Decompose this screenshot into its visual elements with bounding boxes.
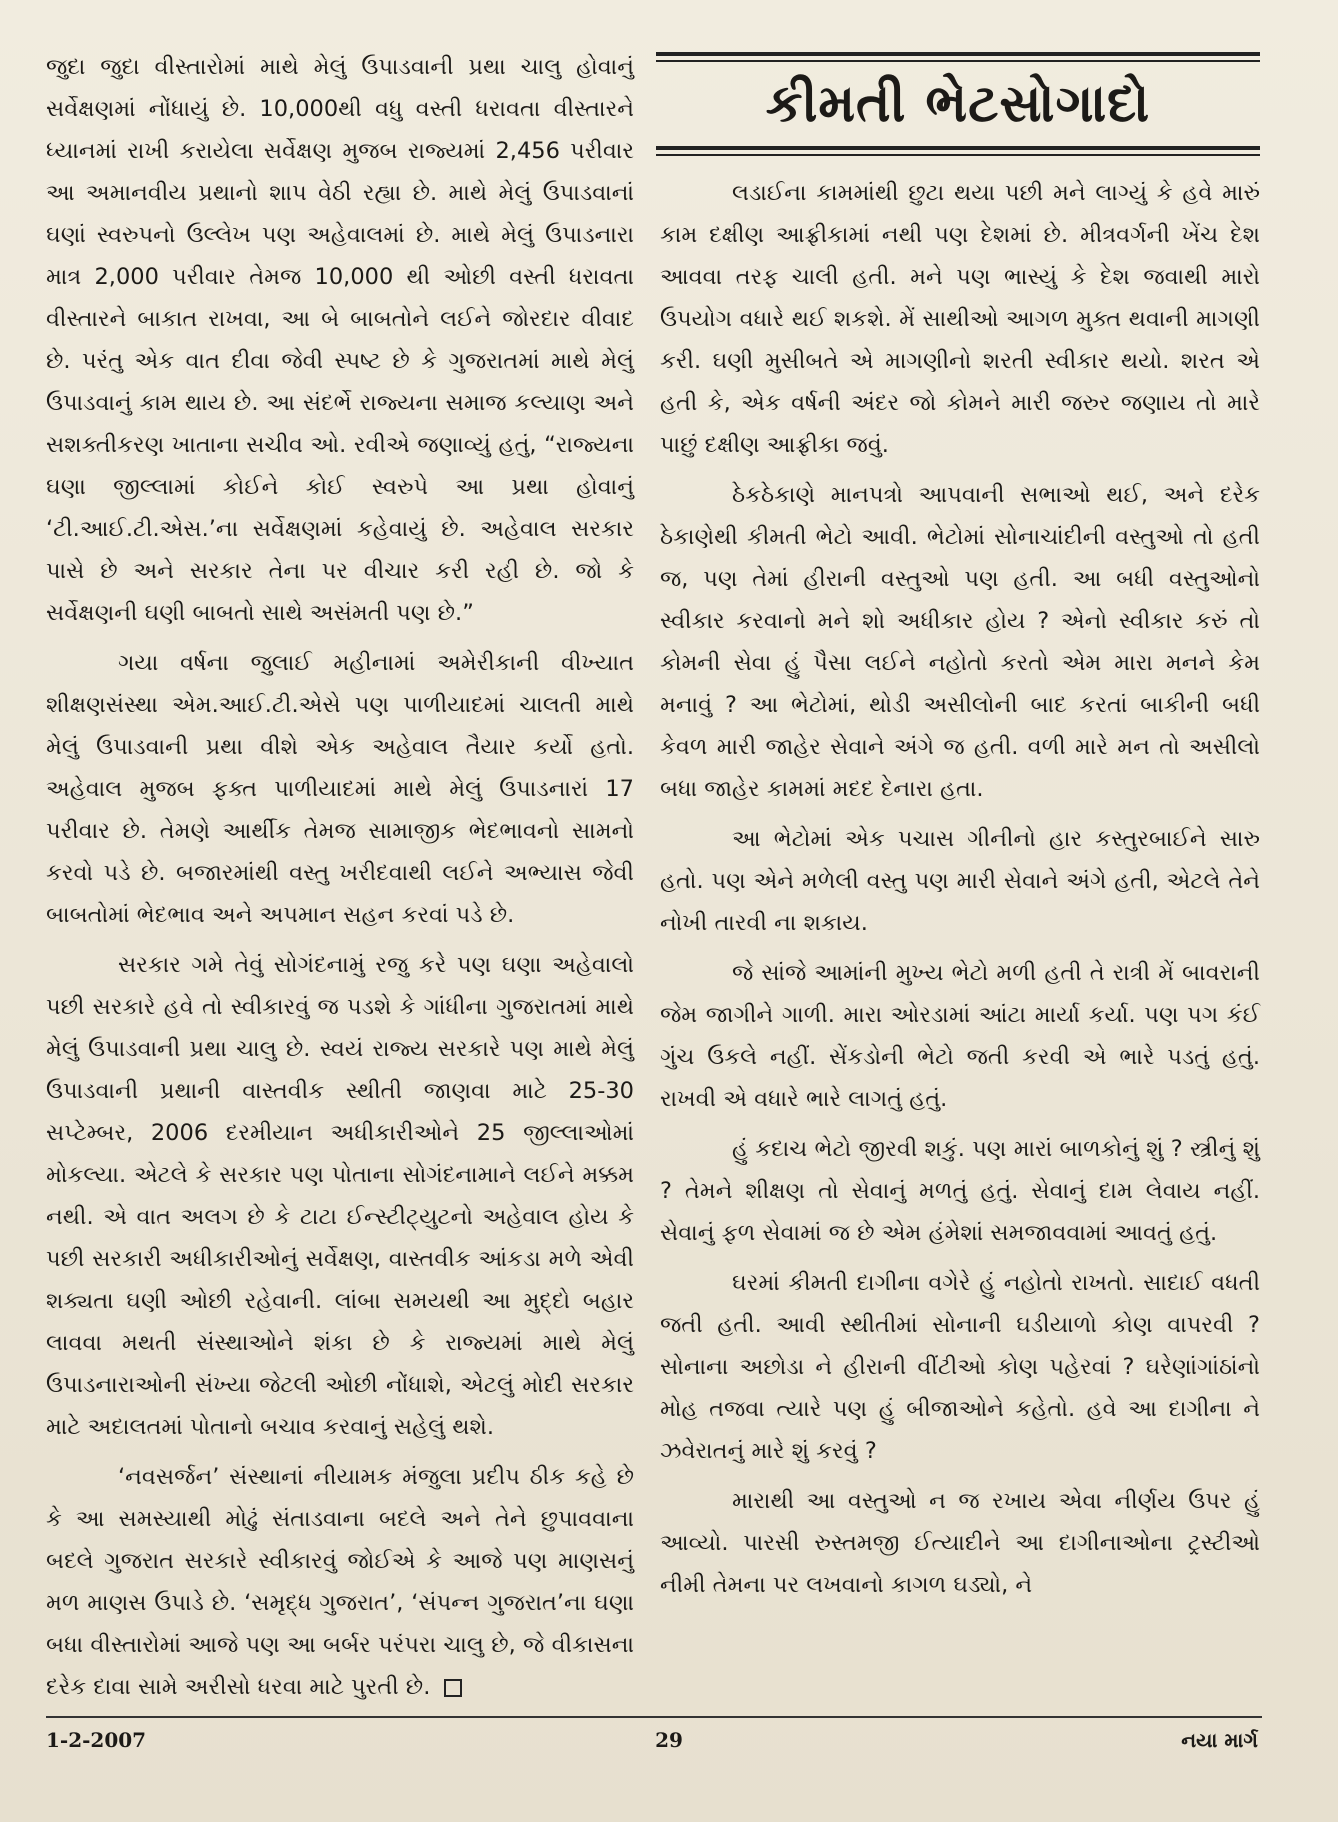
left-paragraph-1: જુદા જુદા વીસ્તારોમાં માથે મેલું ઉપાડવાની પ્રથા ચાલુ હોવાનું સર્વેક્ષણમાં નોંધાયું છે. 10,000થી વધુ વસ્તી ધરાવતા વીસ્તારને ધ્યાનમાં રાખી કરાયેલા સર્વેક્ષણ મુજબ રાજ્યમાં 2,456 પરીવાર આ અમાનવીય પ્રથાનો શાપ વેઠી રહ્યા છે. માથે મેલું ઉપાડવાનાં ઘણાં સ્વરુપનો ઉલ્લેખ પણ અહેવાલમાં છે. માથે મેલું ઉપાડનારા માત્ર 2,000 પરીવાર તેમજ 10,000 થી ઓછી વસ્તી ધરાવતા વીસ્તારને બાકાત રાખવા, આ બે બાબતોને લઈને જોરદાર વીવાદ છે. પરંતુ એક વાત દીવા જેવી સ્પષ્ટ છે કે ગુજરાતમાં માથે મેલું ઉપાડવાનું કામ થાય છે. આ સંદર્ભે રાજ્યના સમાજ કલ્યાણ અને સશક્તીકરણ ખાતાના સચીવ ઓ. રવીએ જણાવ્યું હતું, “રાજ્યના ઘણા જીલ્લામાં કોઈને કોઈ સ્વરુપે આ પ્રથા હોવાનું ‘ટી.આઈ.ટી.એસ.’ના સર્વેક્ષણમાં કહેવાયું છે. અહેવાલ સરકાર પાસે છે અને સરકાર તેના પર વીચાર કરી રહી છે. જો કે સર્વેક્ષણની ઘણી બાબતો સાથે અસંમતી પણ છે.” — [46, 54, 634, 626]
right-paragraph-1: લડાઈના કામમાંથી છુટા થયા પછી મને લાગ્યું કે હવે મારું કામ દક્ષીણ આફ્રીકામાં નથી પણ દેશમાં છે. મીત્રવર્ગની ખેંચ દેશ આવવા તરફ ચાલી હતી. મને પણ ભાસ્યું કે દેશ જવાથી મારો ઉપયોગ વધારે થઈ શકશે. મેં સાથીઓ આગળ મુક્ત થવાની માગણી કરી. ઘણી મુસીબતે એ માગણીનો શરતી સ્વીકાર થયો. શરત એ હતી કે, એક વર્ષની અંદર જો કોમને મારી જરુર જણાય તો મારે પાછું દક્ષીણ આફ્રીકા જવું. — [660, 180, 1260, 458]
article-title-block — [656, 52, 1260, 156]
page-number: 29 — [655, 1728, 683, 1752]
right-paragraph-4: જે સાંજે આમાંની મુખ્ય ભેટો મળી હતી તે રાત્રી મેં બાવરાની જેમ જાગીને ગાળી. મારા ઓરડામાં આંટા માર્યા કર્યા. પણ પગ કંઈ ગુંચ ઉકલે નહીં. સેંકડોની ભેટો જતી કરવી એ ભારે પડતું હતું. રાખવી એ વધારે ભારે લાગતું હતું. — [660, 960, 1260, 1112]
magazine-name: નયા માર્ગ — [1181, 1728, 1258, 1752]
left-paragraph-4-text: ‘નવસર્જન’ સંસ્થાનાં નીયામક મંજુલા પ્રદીપ ઠીક કહે છે કે આ સમસ્યાથી મોઢું સંતાડવાના બદલે અને તેને છુપાવવાના બદલે ગુજરાત સરકારે સ્વીકારવું જોઈએ કે આજે પણ માણસનું મળ માણસ ઉપાડે છે. ‘સમૃદ્ધ ગુજરાત’, ‘સંપન્ન ગુજરાત’ના ઘણા બધા વીસ્તારોમાં આજે પણ આ બર્બર પરંપરા ચાલુ છે, જે વીકાસના દરેક દાવા સામે અરીસો ધરવા માટે પુરતી છે. — [46, 1464, 634, 1700]
right-paragraph-2: ઠેકઠેકાણે માનપત્રો આપવાની સભાઓ થઈ, અને દરેક ઠેકાણેથી કીમતી ભેટો આવી. ભેટોમાં સોનાચાંદીની વસ્તુઓ તો હતી જ, પણ તેમાં હીરાની વસ્તુઓ પણ હતી. આ બધી વસ્તુઓનો સ્વીકાર કરવાનો મને શો અધીકાર હોય ? એનો સ્વીકાર કરું તો કોમની સેવા હું પૈસા લઈને નહોતો કરતો એમ મારા મનને કેમ મનાવું ? આ ભેટોમાં, થોડી અસીલોની બાદ કરતાં બાકીની બધી કેવળ મારી જાહેર સેવાને અંગે જ હતી. વળી મારે મન તો અસીલો બધા જાહેર કામમાં મદદ દેનારા હતા. — [660, 482, 1260, 802]
right-column — [660, 172, 1260, 1606]
title-top-rule — [656, 52, 1260, 62]
left-paragraph-3: સરકાર ગમે તેવું સોગંદનામું રજુ કરે પણ ઘણા અહેવાલો પછી સરકારે હવે તો સ્વીકારવું જ પડશે કે ગાંધીના ગુજરાતમાં માથે મેલું ઉપાડવાની પ્રથા ચાલુ છે. સ્વયં રાજ્ય સરકારે પણ માથે મેલું ઉપાડવાની પ્રથાની વાસ્તવીક સ્થીતી જાણવા માટે 25-30 સપ્ટેમ્બર, 2006 દરમીયાન અધીકારીઓને 25 જીલ્લાઓમાં મોકલ્યા. એટલે કે સરકાર પણ પોતાના સોગંદનામાને લઈને મક્કમ નથી. એ વાત અલગ છે કે ટાટા ઈન્સ્ટીટ્યુટનો અહેવાલ હોય કે પછી સરકારી અધીકારીઓનું સર્વેક્ષણ, વાસ્તવીક આંકડા મળે એવી શક્યતા ઘણી ઓછી રહેવાની. લાંબા સમયથી આ મુદ્દો બહાર લાવવા મથતી સંસ્થાઓને શંકા છે કે રાજ્યમાં માથે મેલું ઉપાડનારાઓની સંખ્યા જેટલી ઓછી નોંધાશે, એટલું મોદી સરકાર માટે અદાલતમાં પોતાનો બચાવ કરવાનું સહેલું થશે. — [46, 952, 634, 1440]
right-paragraph-7: મારાથી આ વસ્તુઓ ન જ રખાય એવા નીર્ણય ઉપર હું આવ્યો. પારસી રુસ્તમજી ઈત્યાદીને આ દાગીનાઓના ટ્રસ્ટીઓ નીમી તેમના પર લખવાનો કાગળ ઘડ્યો, ને — [660, 1488, 1260, 1598]
footer-date: 1-2-2007 — [46, 1728, 147, 1752]
footer-rule — [46, 1716, 1262, 1718]
left-paragraph-2: ગયા વર્ષના જુલાઈ મહીનામાં અમેરીકાની વીખ્યાત શીક્ષણસંસ્થા એમ.આઈ.ટી.એસે પણ પાળીયાદમાં ચાલતી માથે મેલું ઉપાડવાની પ્રથા વીશે એક અહેવાલ તૈયાર કર્યો હતો. અહેવાલ મુજબ ફક્ત પાળીયાદમાં માથે મેલું ઉપાડનારાં 17 પરીવાર છે. તેમણે આર્થીક તેમજ સામાજીક ભેદભાવનો સામનો કરવો પડે છે. બજારમાંથી વસ્તુ ખરીદવાથી લઈને અભ્યાસ જેવી બાબતોમાં ભેદભાવ અને અપમાન સહન કરવાં પડે છે. — [46, 650, 634, 928]
title-bottom-rule — [656, 146, 1260, 156]
right-paragraph-3: આ ભેટોમાં એક પચાસ ગીનીનો હાર કસ્તુરબાઈને સારુ હતો. પણ એને મળેલી વસ્તુ પણ મારી સેવાને અંગે હતી, એટલે તેને નોખી તારવી ના શકાય. — [660, 826, 1260, 936]
left-column — [46, 46, 634, 1708]
end-of-article-square-icon — [444, 1679, 462, 1697]
right-paragraph-5: હું કદાચ ભેટો જીરવી શકું. પણ મારાં બાળકોનું શું ? સ્ત્રીનું શું ? તેમને શીક્ષણ તો સેવાનું મળતું હતું. સેવાનું દામ લેવાય નહીં. સેવાનું ફળ સેવામાં જ છે એમ હંમેશાં સમજાવવામાં આવતું હતું. — [660, 1136, 1260, 1246]
left-paragraph-4 — [46, 1456, 634, 1708]
article-title: કીમતી ભેટસોગાદો — [765, 73, 1151, 134]
right-paragraph-6: ઘરમાં કીમતી દાગીના વગેરે હું નહોતો રાખતો. સાદાઈ વધતી જતી હતી. આવી સ્થીતીમાં સોનાની ઘડીયાળો કોણ વાપરવી ? સોનાના અછોડા ને હીરાની વીંટીઓ કોણ પહેરવાં ? ઘરેણાંગાંઠાંનો મોહ તજવા ત્યારે પણ હું બીજાઓને કહેતો. હવે આ દાગીના ને ઝવેરાતનું મારે શું કરવું ? — [660, 1270, 1260, 1464]
